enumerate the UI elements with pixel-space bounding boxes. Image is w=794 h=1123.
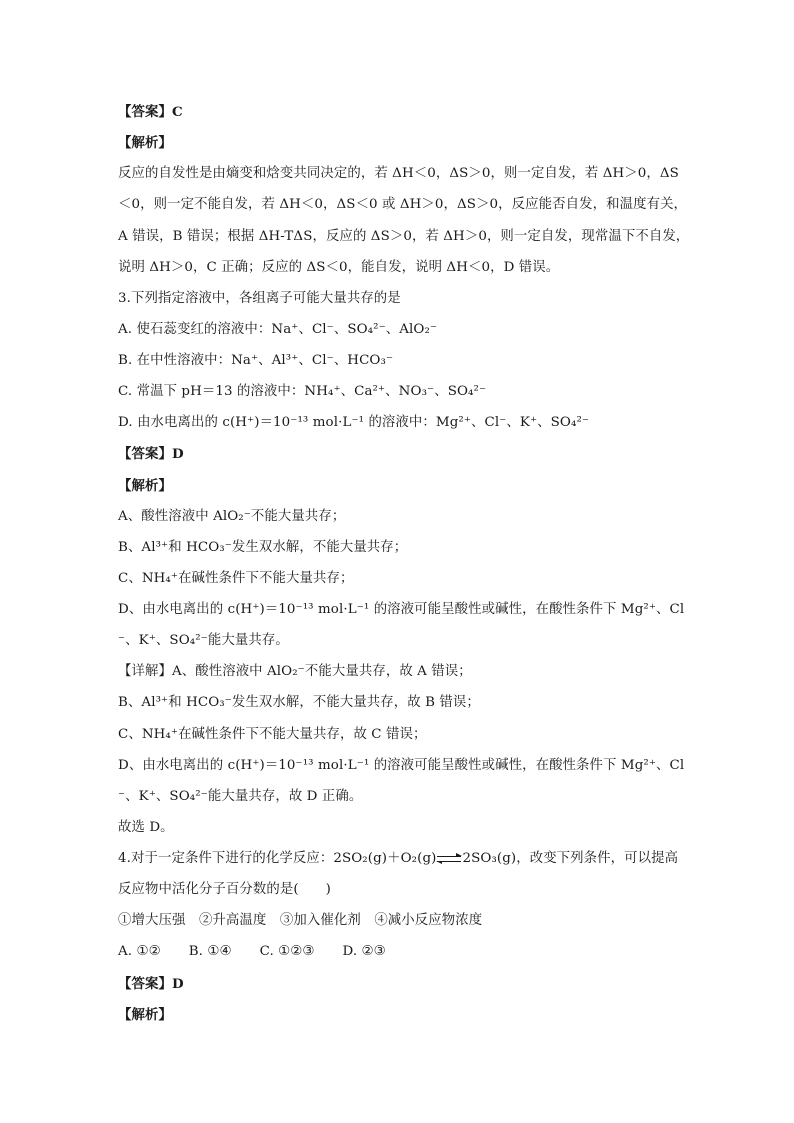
question-4-option-d: D. ②③ [342, 944, 386, 959]
detail-text-line: C、NH₄⁺在碱性条件下不能大量共存，故 C 错误； [118, 727, 427, 742]
analysis-text-line: 反应的自发性是由熵变和焓变共同决定的，若 ΔH＜0，ΔS＞0，则一定自发，若 ΔH＞0，ΔS [118, 166, 679, 181]
analysis-text-line: 说明 ΔH＞0，C 正确；反应的 ΔS＜0，能自发，说明 ΔH＜0，D 错误。 [118, 260, 560, 275]
question-4-stem-cont: 反应物中活化分子百分数的是( ) [118, 882, 332, 897]
detail-text-line: ⁻、K⁺、SO₄²⁻能大量共存，故 D 正确。 [118, 789, 363, 804]
question-4-option-c: C. ①②③ [259, 944, 315, 959]
detail-text-line: D、由水电离出的 c(H⁺)＝10⁻¹³ mol·L⁻¹ 的溶液可能呈酸性或碱性，在酸性条件下 Mg²⁺、Cl [118, 758, 685, 773]
analysis-heading-q4: 【解析】 [118, 1007, 172, 1023]
detail-text-line: 【详解】A、酸性溶液中 AlO₂⁻不能大量共存，故 A 错误； [118, 664, 472, 679]
analysis-text-line: A、酸性溶液中 AlO₂⁻不能大量共存； [118, 509, 346, 524]
question-4-options [118, 942, 688, 962]
question-4-conditions: ①增大压强 ②升高温度 ③加入催化剂 ④减小反应物浓度 [118, 913, 483, 928]
answer-heading-q2: 【答案】C [118, 104, 183, 120]
question-4-stem [118, 849, 688, 869]
question-3-stem: 3.下列指定溶液中，各组离子可能大量共存的是 [118, 291, 401, 306]
analysis-text-line: ＜0，则一定不能自发，若 ΔH＜0，ΔS＜0 或 ΔH＞0，ΔS＞0，反应能否自发，和温度有关， [118, 197, 688, 212]
detail-text-line: B、Al³⁺和 HCO₃⁻发生双水解，不能大量共存，故 B 错误； [118, 695, 480, 710]
analysis-text-line: A 错误，B 错误；根据 ΔH-TΔS，反应的 ΔS＞0，若 ΔH＞0，则一定自发，现常温下不自发， [118, 229, 690, 244]
equilibrium-arrow-icon [437, 853, 461, 865]
question-3-option-c: C. 常温下 pH＝13 的溶液中：NH₄⁺、Ca²⁺、NO₃⁻、SO₄²⁻ [118, 384, 487, 399]
analysis-heading-q2: 【解析】 [118, 135, 172, 151]
question-4-option-b: B. ①④ [188, 944, 232, 959]
question-4-stem-part1: 4.对于一定条件下进行的化学反应：2SO₂(g)＋O₂(g) [118, 851, 437, 866]
conclusion-line: 故选 D。 [118, 820, 174, 835]
answer-heading-q3: 【答案】D [118, 446, 184, 462]
analysis-text-line: C、NH₄⁺在碱性条件下不能大量共存； [118, 571, 354, 586]
question-4-stem-part2: 2SO₃(g)，改变下列条件，可以提高 [462, 851, 679, 866]
analysis-heading-q3: 【解析】 [118, 478, 172, 494]
analysis-text-line: B、Al³⁺和 HCO₃⁻发生双水解，不能大量共存； [118, 540, 408, 555]
answer-heading-q4: 【答案】D [118, 976, 184, 992]
analysis-text-line: D、由水电离出的 c(H⁺)＝10⁻¹³ mol·L⁻¹ 的溶液可能呈酸性或碱性，在酸性条件下 Mg²⁺、Cl [118, 602, 685, 617]
analysis-text-line: ⁻、K⁺、SO₄²⁻能大量共存。 [118, 633, 289, 648]
question-3-option-a: A. 使石蕊变红的溶液中：Na⁺、Cl⁻、SO₄²⁻、AlO₂⁻ [118, 322, 438, 337]
question-4-option-a: A. ①② [118, 944, 161, 959]
question-3-option-b: B. 在中性溶液中：Na⁺、Al³⁺、Cl⁻、HCO₃⁻ [118, 353, 394, 368]
question-3-option-d: D. 由水电离出的 c(H⁺)＝10⁻¹³ mol·L⁻¹ 的溶液中：Mg²⁺、Cl⁻、K⁺、SO₄²⁻ [118, 415, 590, 430]
